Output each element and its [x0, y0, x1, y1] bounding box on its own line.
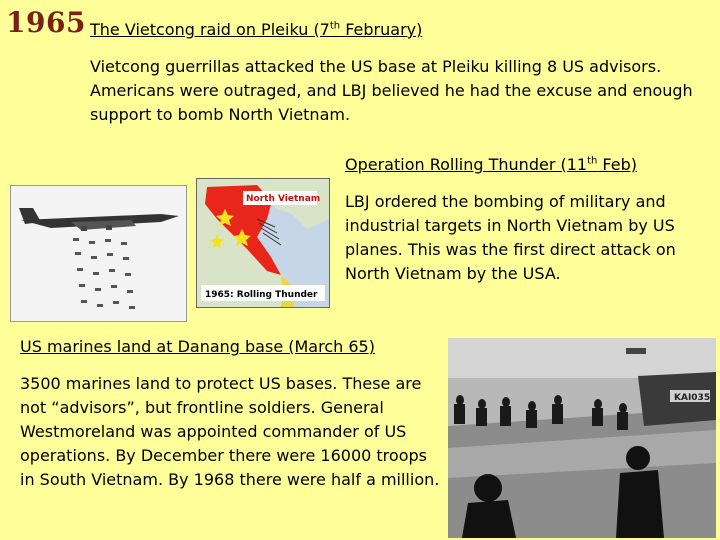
- map-caption: 1965: Rolling Thunder: [205, 290, 318, 300]
- boat-marking: KAI035: [674, 393, 711, 403]
- year-title: 1965: [6, 6, 86, 39]
- b52-bomber-image: [10, 185, 187, 322]
- danang-heading: US marines land at Danang base (March 65): [20, 337, 375, 356]
- rolling-thunder-heading: Operation Rolling Thunder (11th Feb): [345, 155, 637, 174]
- map-label-north: North Vietnam: [246, 194, 321, 204]
- danang-landing-photo: [448, 338, 716, 538]
- pleiku-text: Vietcong guerrillas attacked the US base at Pleiku killing 8 US advisors. Americans were outraged, and LBJ believed he had the excuse and enough support to bomb North Vietnam.: [90, 57, 693, 124]
- danang-text: 3500 marines land to protect US bases. These are not “advisors”, but frontline soldiers. General Westmoreland was appointed commander of US operations. By December there were 16000 troops in South Vietnam. By 1968 there were half a million.: [20, 374, 440, 489]
- rolling-thunder-map: [196, 178, 330, 308]
- pleiku-heading: The Vietcong raid on Pleiku (7th February): [90, 20, 423, 39]
- rolling-thunder-text: LBJ ordered the bombing of military and industrial targets in North Vietnam by US planes. This was the first direct attack on North Vietnam by the USA.: [345, 192, 676, 283]
